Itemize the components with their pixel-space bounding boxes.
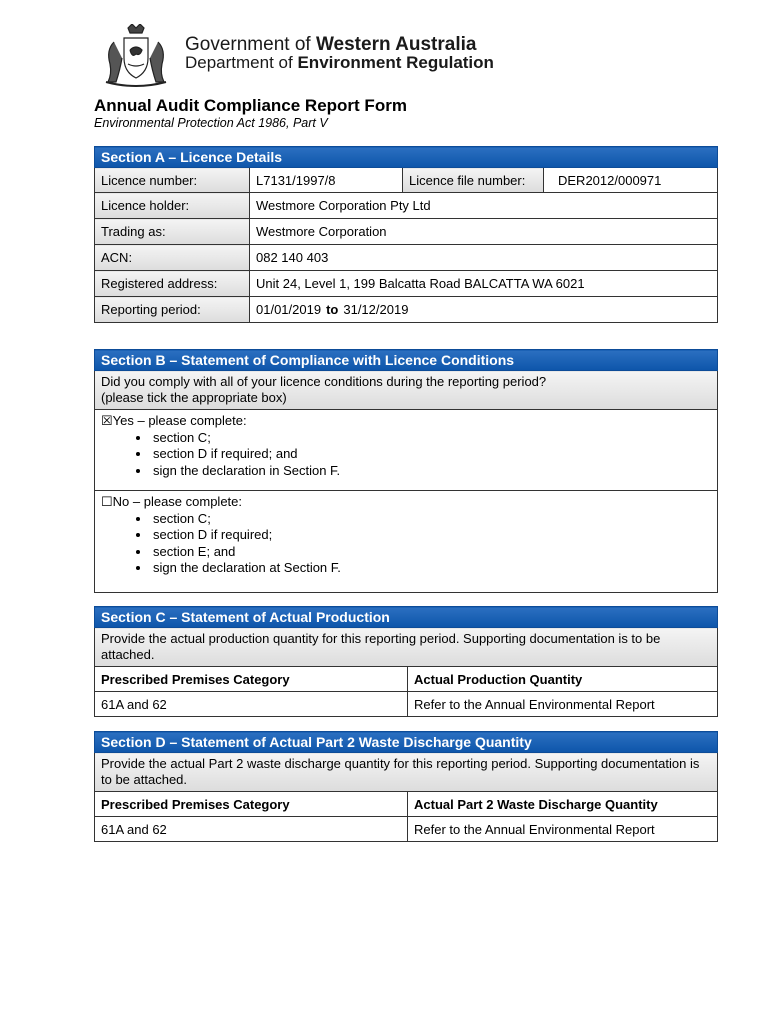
- question-line-1: Did you comply with all of your licence conditions during the reporting period?: [101, 374, 547, 389]
- section-d-title: Section D – Statement of Actual Part 2 Waste Discharge Quantity: [95, 732, 718, 753]
- address-label: Registered address:: [95, 271, 250, 297]
- section-c-category-field[interactable]: 61A and 62: [95, 692, 408, 717]
- licence-number-label: Licence number:: [95, 168, 250, 193]
- list-item: • section D if required; and: [151, 446, 711, 463]
- no-option: [95, 491, 718, 593]
- yes-option: [95, 410, 718, 491]
- no-label: No – please complete:: [112, 494, 243, 509]
- section-c-col-quantity: Actual Production Quantity: [408, 667, 718, 692]
- dept-name: Environment Regulation: [297, 53, 494, 72]
- form-title: Annual Audit Compliance Report Form: [94, 96, 407, 115]
- holder-field[interactable]: Westmore Corporation Pty Ltd: [250, 193, 718, 219]
- list-item: • section D if required;: [151, 527, 711, 544]
- department-name: [185, 53, 494, 73]
- period-from: 01/01/2019: [256, 302, 322, 317]
- acn-label: ACN:: [95, 245, 250, 271]
- yes-label: Yes – please complete:: [112, 413, 247, 428]
- trading-field[interactable]: Westmore Corporation: [250, 219, 718, 245]
- compliance-question: [95, 371, 718, 410]
- section-b-title: Section B – Statement of Compliance with Licence Conditions: [95, 350, 718, 371]
- dept-prefix: Department of: [185, 53, 293, 72]
- section-d-category-field[interactable]: 61A and 62: [95, 817, 408, 842]
- gov-name: Western Australia: [315, 34, 477, 55]
- section-c-title: Section C – Statement of Actual Production: [95, 607, 718, 628]
- gov-prefix: Government of: [185, 34, 311, 55]
- yes-checkbox[interactable]: ☒: [101, 413, 113, 428]
- section-d-quantity-field[interactable]: Refer to the Annual Environmental Report: [408, 817, 718, 842]
- list-item: • sign the declaration in Section F.: [151, 463, 711, 480]
- section-c-table: [94, 606, 718, 717]
- section-d-intro: Provide the actual Part 2 waste discharge quantity for this reporting period. Supporting documentation is to be attached.: [95, 753, 718, 792]
- period-to-word: to: [326, 302, 339, 317]
- section-d-col-quantity: Actual Part 2 Waste Discharge Quantity: [408, 792, 718, 817]
- no-list: [101, 511, 711, 577]
- acn-field[interactable]: 082 140 403: [250, 245, 718, 271]
- period-label: Reporting period:: [95, 297, 250, 323]
- licence-file-label: Licence file number:: [403, 168, 544, 193]
- licence-file-field[interactable]: DER2012/000971: [544, 168, 718, 193]
- section-d-col-category: Prescribed Premises Category: [95, 792, 408, 817]
- list-item: • section C;: [151, 511, 711, 528]
- section-a-table: [94, 146, 718, 323]
- wa-coat-of-arms-icon: [102, 24, 170, 88]
- question-line-2: (please tick the appropriate box): [101, 390, 287, 405]
- holder-label: Licence holder:: [95, 193, 250, 219]
- section-a-title: Section A – Licence Details: [95, 147, 718, 168]
- period-field[interactable]: [250, 297, 718, 323]
- trading-label: Trading as:: [95, 219, 250, 245]
- list-item: • section E; and: [151, 544, 711, 561]
- period-to: 31/12/2019: [343, 302, 409, 317]
- section-c-quantity-field[interactable]: Refer to the Annual Environmental Report: [408, 692, 718, 717]
- page-header: [92, 20, 732, 90]
- list-item: • section C;: [151, 430, 711, 447]
- section-d-table: [94, 731, 718, 842]
- section-c-intro: Provide the actual production quantity for this reporting period. Supporting documentation is to be attached.: [95, 628, 718, 667]
- yes-list: [101, 430, 711, 480]
- licence-number-field[interactable]: L7131/1997/8: [250, 168, 403, 193]
- list-item: • sign the declaration at Section F.: [151, 560, 711, 577]
- form-subtitle: Environmental Protection Act 1986, Part V: [94, 116, 328, 130]
- section-b-table: [94, 349, 718, 593]
- section-c-col-category: Prescribed Premises Category: [95, 667, 408, 692]
- no-checkbox[interactable]: ☐: [101, 494, 113, 509]
- address-field[interactable]: Unit 24, Level 1, 199 Balcatta Road BALCATTA WA 6021: [250, 271, 718, 297]
